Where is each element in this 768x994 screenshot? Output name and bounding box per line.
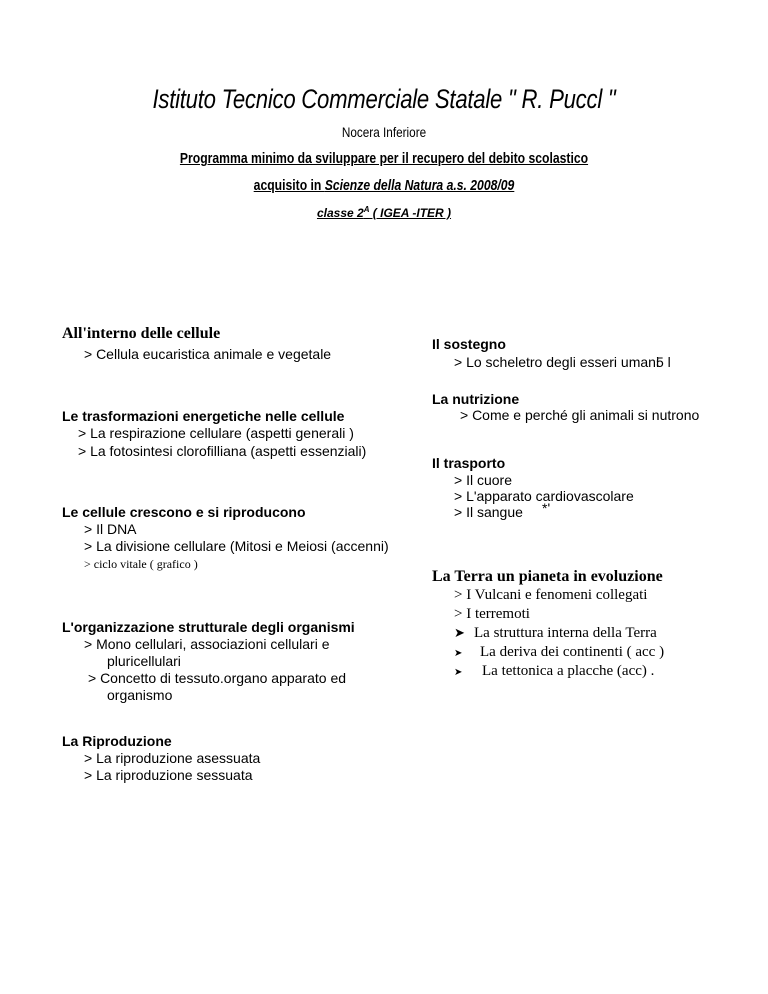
list-item: > La fotosintesi clorofilliana (aspetti essenziali): [78, 443, 367, 459]
subject-name: Scienze della Natura a.s. 2008/09: [324, 178, 515, 194]
list-item-text: La deriva dei continenti ( acc ): [480, 644, 665, 660]
section-heading-support: Il sostegno: [432, 336, 506, 352]
arrow-bullet-icon: ➤: [454, 648, 463, 659]
list-item: > La riproduzione sessuata: [84, 767, 253, 783]
list-item: > Come e perché gli animali si nutrono: [460, 407, 700, 423]
margin-note: *': [542, 500, 551, 516]
city-subtitle: Nocera Inferiore: [341, 124, 427, 140]
list-item: > La divisione cellulare (Mitosi e Meiosi (accenni): [84, 538, 389, 554]
section-heading-transport: Il trasporto: [432, 455, 506, 471]
section-heading-energy: Le trasformazioni energetiche nelle cellule: [62, 408, 345, 424]
document-title: Istituto Tecnico Commerciale Statale " R. Puccl ": [152, 84, 616, 114]
list-item: > Cellula eucaristica animale e vegetale: [84, 346, 332, 362]
list-item: > Mono cellulari, associazioni cellulari e: [84, 636, 330, 652]
class-line: [0, 205, 768, 220]
list-item-text: La tettonica a placche (acc) .: [482, 663, 655, 679]
class-suffix: ( IGEA -ITER ): [369, 206, 452, 220]
arrow-bullet-icon: ➤: [454, 667, 463, 678]
list-item: > Lo scheletro degli esseri umani: [454, 354, 660, 370]
list-item: pluricellulari: [107, 653, 181, 669]
list-item: > La respirazione cellulare (aspetti generali ): [78, 425, 354, 441]
list-item: [454, 663, 654, 680]
list-item: > Il DNA: [84, 521, 137, 537]
subject-prefix: acquisito in: [253, 178, 325, 194]
subject-line: [61, 178, 706, 194]
section-heading-organization: L'organizzazione strutturale degli organismi: [62, 619, 355, 635]
list-item: organismo: [107, 687, 173, 703]
list-item: > Il sangue: [454, 504, 523, 520]
list-item: > Concetto di tessuto.organo apparato ed: [88, 670, 347, 686]
class-prefix: classe 2: [316, 206, 364, 220]
arrow-bullet-icon: ➤: [454, 625, 465, 640]
margin-note: 5 l: [656, 354, 671, 370]
list-item: [454, 625, 657, 642]
section-heading-growth: Le cellule crescono e si riproducono: [62, 504, 306, 520]
program-title: Programma minimo da sviluppare per il recupero del debito scolastico: [179, 151, 589, 167]
section-heading-nutrition: La nutrizione: [432, 391, 520, 407]
class-superscript: A: [363, 205, 370, 214]
section-heading-reproduction: La Riproduzione: [62, 733, 172, 749]
list-item: > I Vulcani e fenomeni collegati: [454, 587, 648, 603]
list-item: > ciclo vitale ( grafico ): [84, 557, 198, 571]
list-item: > Il cuore: [454, 472, 512, 488]
list-item: > La riproduzione asessuata: [84, 750, 261, 766]
section-heading-cells: All'interno delle cellule: [62, 325, 221, 342]
list-item: > L'apparato cardiovascolare: [454, 488, 634, 504]
section-heading-earth: La Terra un pianeta in evoluzione: [432, 568, 663, 585]
list-item: > I terremoti: [454, 606, 530, 622]
list-item-text: La struttura interna della Terra: [474, 625, 657, 641]
list-item: [454, 644, 664, 661]
